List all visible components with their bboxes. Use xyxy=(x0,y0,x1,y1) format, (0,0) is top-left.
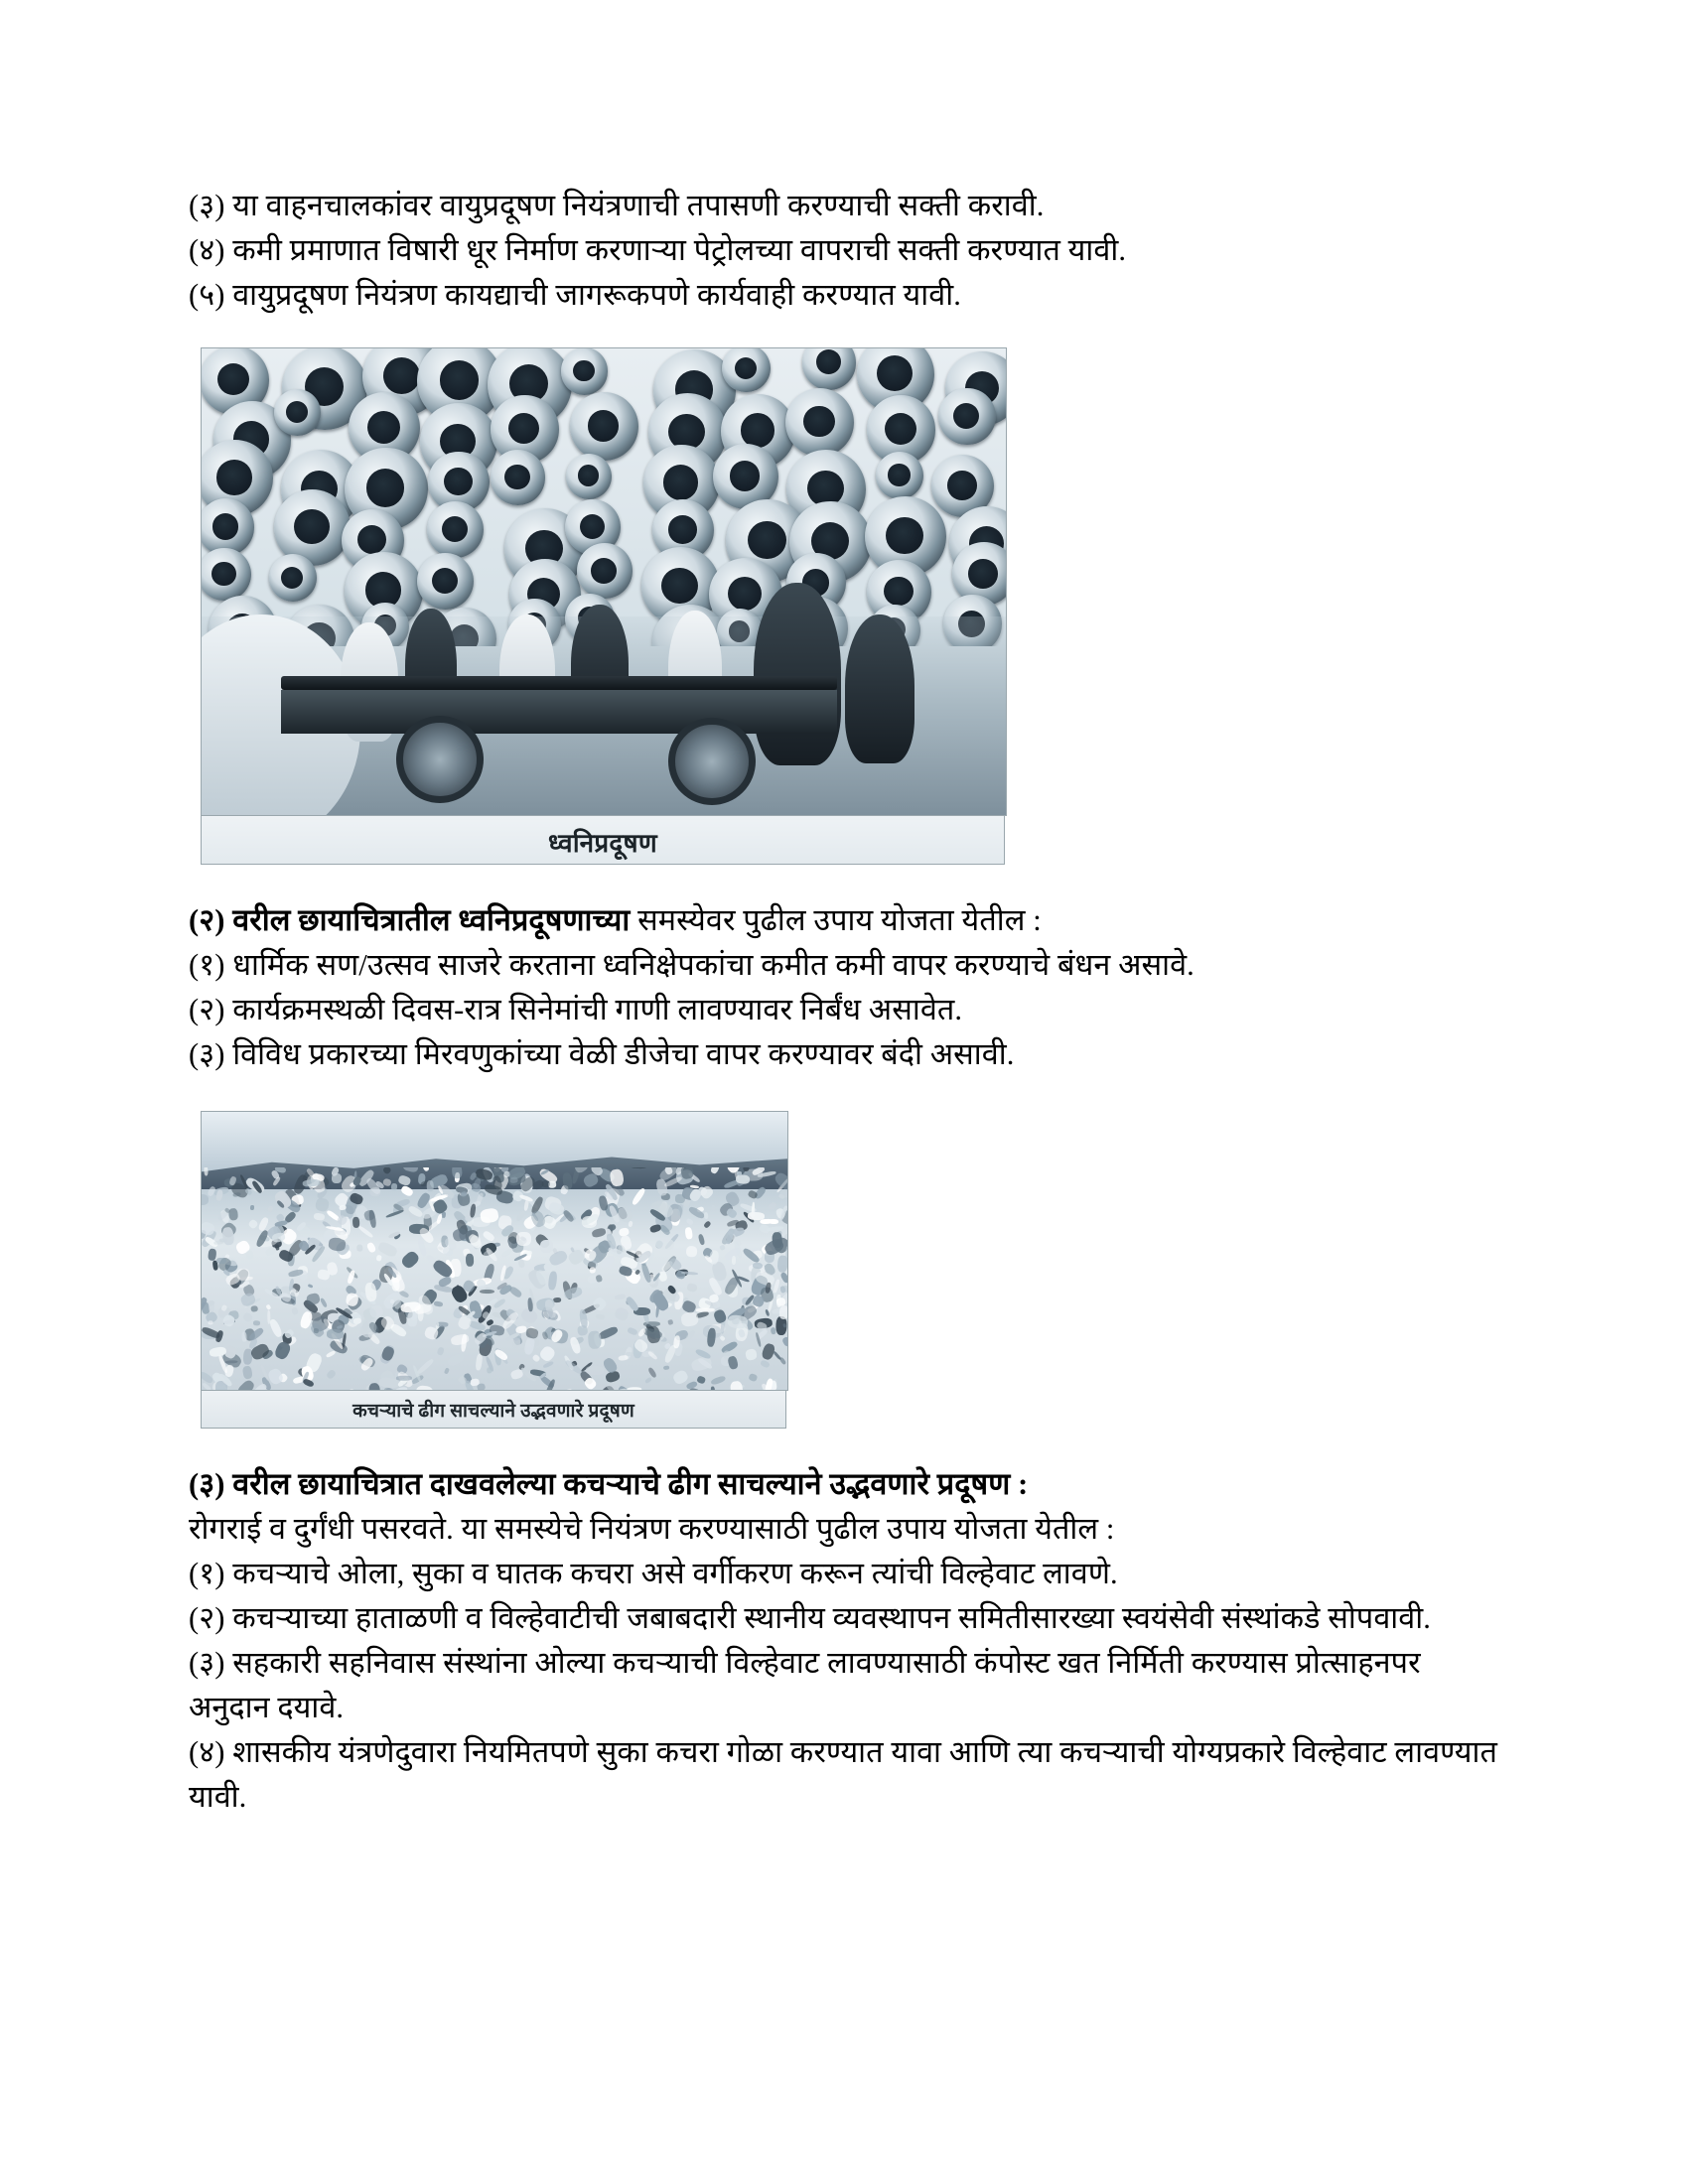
loudspeaker-horn-icon xyxy=(274,389,321,436)
debris-speck xyxy=(680,1311,699,1327)
debris-speck xyxy=(426,1181,433,1192)
debris-speck xyxy=(518,1260,525,1269)
cart-body xyxy=(281,690,837,734)
garbage-section-lead: रोगराई व दुर्गंधी पसरवते. या समस्येचे नियंत्रण करण्यासाठी पुढील उपाय योजता येतील : xyxy=(189,1512,1115,1546)
garbage-measure-item: (४) शासकीय यंत्रणेदुवारा नियमितपणे सुका कचरा गोळा करण्यात यावा आणि त्या कचऱ्याची योग्यप्रकारे विल्हेवाट लावण्यात यावी. xyxy=(189,1735,1497,1814)
debris-speck xyxy=(540,1240,553,1254)
debris-speck xyxy=(614,1306,631,1322)
debris-speck xyxy=(631,1186,645,1205)
debris-speck xyxy=(711,1375,727,1386)
person-figure xyxy=(754,583,841,765)
debris-speck xyxy=(444,1367,450,1374)
garbage-pollution-photo xyxy=(201,1111,788,1391)
air-measure-item: (४) कमी प्रमाणात विषारी धूर निर्माण करणाऱ्या पेट्रोलच्या वापराची सक्ती करण्यात यावी. xyxy=(189,233,1127,267)
debris-speck xyxy=(644,1377,652,1385)
debris-speck xyxy=(592,1227,608,1238)
debris-speck xyxy=(760,1359,771,1368)
debris-speck xyxy=(677,1204,682,1216)
debris-speck xyxy=(684,1227,692,1240)
debris-speck xyxy=(407,1311,417,1326)
debris-speck xyxy=(779,1305,787,1320)
debris-speck xyxy=(320,1297,328,1306)
debris-speck xyxy=(588,1330,602,1349)
debris-speck xyxy=(630,1167,647,1168)
person-figure xyxy=(845,614,914,763)
debris-speck xyxy=(391,1183,398,1191)
garbage-measure-item: (३) सहकारी सहनिवास संस्थांना ओल्या कचऱ्याची विल्हेवाट लावण्यासाठी कंपोस्ट खत निर्मिती करण्यास प्रोत्साहनपर अनुदान दयावे. xyxy=(189,1646,1421,1724)
noise-measure-item: (१) धार्मिक सण/उत्सव साजरे करताना ध्वनिक्षेपकांचा कमीत कमी वापर करण्याचे बंधन असावे. xyxy=(189,948,1195,982)
garbage-pollution-measures-block xyxy=(189,1462,1499,1820)
debris-speck xyxy=(671,1368,689,1386)
cart-wheel xyxy=(668,718,756,805)
loudspeaker-horn-icon xyxy=(938,388,996,446)
debris-speck xyxy=(356,1245,363,1252)
debris-speck xyxy=(748,1211,765,1220)
garbage-measure-item: (२) कचऱ्याच्या हाताळणी व विल्हेवाटीची जबाबदारी स्थानीय व्यवस्थापन समितीसारख्या स्वयंसेवी संस्थांकडे सोपवावी. xyxy=(189,1601,1431,1635)
debris-speck xyxy=(728,1355,740,1370)
noise-measure-item: (२) कार्यक्रमस्थळी दिवस-रात्र सिनेमांची गाणी लावण्यावर निर्बंध असावेत. xyxy=(189,993,963,1026)
debris-speck xyxy=(704,1211,709,1218)
loudspeaker-horn-icon xyxy=(802,348,856,390)
debris-speck xyxy=(480,1290,494,1294)
debris-speck xyxy=(686,1246,698,1258)
debris-speck xyxy=(250,1205,254,1210)
debris-speck xyxy=(537,1344,556,1363)
noise-pollution-photo xyxy=(201,347,1007,816)
noise-pollution-caption: ध्वनिप्रदूषण xyxy=(201,816,1005,865)
noise-pollution-measures-block xyxy=(189,898,1499,1077)
cart-wheel xyxy=(396,716,484,803)
debris-speck xyxy=(726,1207,738,1219)
debris-speck xyxy=(719,1244,726,1251)
debris-speck xyxy=(730,1380,744,1390)
debris-speck xyxy=(267,1309,270,1323)
debris-speck xyxy=(570,1247,575,1253)
debris-speck xyxy=(275,1219,288,1227)
debris-speck xyxy=(235,1378,255,1390)
debris-speck xyxy=(720,1335,726,1341)
garbage-measure-item: (१) कचऱ्याचे ओला, सुका व घातक कचरा असे वर्गीकरण करून त्यांची विल्हेवाट लावणे. xyxy=(189,1557,1118,1590)
debris-speck xyxy=(213,1241,224,1246)
garbage-heap xyxy=(202,1167,787,1390)
debris-speck xyxy=(245,1249,254,1260)
debris-speck xyxy=(437,1346,445,1355)
debris-speck xyxy=(697,1375,707,1384)
debris-speck xyxy=(711,1386,715,1390)
debris-speck xyxy=(487,1367,492,1373)
loudspeaker-horn-icon xyxy=(577,543,633,599)
debris-speck xyxy=(353,1318,362,1325)
debris-speck xyxy=(475,1353,483,1371)
debris-speck xyxy=(400,1184,414,1197)
debris-speck xyxy=(347,1388,360,1390)
loudspeaker-horn-icon xyxy=(491,450,545,504)
loudspeaker-horn-icon xyxy=(427,501,484,558)
debris-speck xyxy=(725,1228,735,1245)
debris-speck xyxy=(685,1217,694,1225)
debris-speck xyxy=(381,1167,391,1175)
debris-speck xyxy=(376,1254,382,1261)
debris-speck xyxy=(447,1351,466,1367)
debris-speck xyxy=(250,1305,258,1312)
debris-speck xyxy=(208,1320,212,1324)
debris-speck xyxy=(709,1167,719,1174)
debris-speck xyxy=(778,1357,786,1366)
debris-speck xyxy=(780,1271,787,1284)
debris-speck xyxy=(264,1246,277,1257)
debris-speck xyxy=(252,1320,260,1325)
debris-speck xyxy=(216,1258,226,1264)
debris-speck xyxy=(325,1368,337,1380)
debris-speck xyxy=(257,1216,269,1231)
debris-speck xyxy=(769,1167,785,1168)
loudspeaker-horn-icon xyxy=(722,348,771,392)
air-measure-item: (५) वायुप्रदूषण नियंत्रण कायद्याची जागरूकपणे कार्यवाही करण्यात यावी. xyxy=(189,278,961,312)
loudspeaker-array xyxy=(202,348,1006,646)
debris-speck xyxy=(415,1385,434,1390)
debris-speck xyxy=(332,1173,342,1184)
debris-speck xyxy=(650,1224,662,1234)
debris-speck xyxy=(658,1271,668,1282)
debris-speck xyxy=(592,1297,609,1313)
debris-speck xyxy=(400,1249,421,1270)
debris-speck xyxy=(572,1389,587,1390)
page-content xyxy=(189,184,1499,1820)
debris-speck xyxy=(698,1233,706,1245)
loudspeaker-horn-icon xyxy=(876,452,923,499)
air-measure-item: (३) या वाहनचालकांवर वायुप्रदूषण नियंत्रणाची तपासणी करण्याची सक्ती करावी. xyxy=(189,189,1045,222)
debris-speck xyxy=(325,1350,336,1358)
debris-speck xyxy=(586,1366,604,1376)
debris-speck xyxy=(663,1366,669,1371)
debris-speck xyxy=(208,1248,216,1261)
debris-speck xyxy=(732,1255,737,1264)
debris-speck xyxy=(589,1267,595,1274)
debris-speck xyxy=(713,1308,728,1324)
garbage-section-heading xyxy=(189,1462,1499,1507)
loudspeaker-horn-icon xyxy=(202,498,254,556)
debris-speck xyxy=(628,1220,633,1227)
debris-speck xyxy=(202,1194,209,1206)
debris-speck xyxy=(291,1307,299,1316)
debris-speck xyxy=(247,1218,258,1229)
debris-speck xyxy=(736,1173,750,1183)
debris-speck xyxy=(228,1208,238,1221)
noise-heading-keyword: ध्वनिप्रदूषणाच्या xyxy=(458,903,631,937)
loudspeaker-horn-icon xyxy=(566,454,612,499)
debris-speck xyxy=(686,1283,697,1293)
debris-speck xyxy=(598,1326,619,1341)
debris-speck xyxy=(547,1271,557,1291)
debris-speck xyxy=(204,1167,209,1176)
loudspeaker-horn-icon xyxy=(561,348,608,395)
debris-speck xyxy=(565,1388,572,1390)
debris-speck xyxy=(596,1314,605,1320)
noise-measure-item: (३) विविध प्रकारच्या मिरवणुकांच्या वेळी डीजेचा वापर करण्यावर बंदी असावी. xyxy=(189,1037,1015,1071)
debris-speck xyxy=(643,1326,663,1338)
debris-speck xyxy=(525,1327,538,1339)
garbage-heading-prefix: (३) वरील छायाचित्रात दाखवलेल्या xyxy=(189,1467,564,1501)
debris-speck xyxy=(306,1293,321,1305)
debris-speck xyxy=(242,1366,253,1380)
debris-speck xyxy=(437,1213,443,1223)
debris-speck xyxy=(542,1360,554,1368)
debris-speck xyxy=(711,1205,716,1212)
debris-speck xyxy=(501,1248,514,1259)
debris-speck xyxy=(327,1328,344,1339)
debris-speck xyxy=(627,1387,641,1390)
debris-speck xyxy=(667,1318,673,1325)
debris-speck xyxy=(450,1334,470,1347)
loudspeaker-horn-icon xyxy=(785,388,854,457)
loudspeaker-horn-icon xyxy=(570,392,638,461)
debris-speck xyxy=(466,1254,475,1267)
debris-speck xyxy=(779,1286,785,1294)
debris-speck xyxy=(614,1294,626,1300)
debris-speck xyxy=(516,1232,531,1246)
debris-speck xyxy=(434,1301,443,1307)
debris-speck xyxy=(696,1308,715,1312)
debris-speck xyxy=(779,1189,787,1198)
debris-speck xyxy=(523,1335,536,1355)
sky-band xyxy=(202,1112,787,1169)
debris-speck xyxy=(267,1206,274,1213)
cart-platform xyxy=(281,676,837,690)
garbage-pollution-figure xyxy=(201,1111,786,1429)
debris-speck xyxy=(703,1220,711,1228)
debris-speck xyxy=(627,1326,637,1335)
noise-section-heading xyxy=(189,898,1499,943)
loudspeaker-horn-icon xyxy=(269,554,317,602)
debris-speck xyxy=(654,1178,668,1197)
debris-speck xyxy=(786,1246,787,1259)
debris-speck xyxy=(417,1358,435,1375)
debris-speck xyxy=(307,1284,313,1289)
debris-speck xyxy=(302,1378,315,1389)
debris-speck xyxy=(769,1219,779,1225)
air-pollution-measures-block xyxy=(189,184,1499,318)
debris-speck xyxy=(553,1297,561,1302)
noise-heading-suffix: समस्येवर पुढील उपाय योजता येतील : xyxy=(630,903,1042,937)
debris-speck xyxy=(402,1167,418,1173)
debris-speck xyxy=(596,1274,603,1282)
noise-heading-prefix: (२) वरील छायाचित्रातील xyxy=(189,903,459,937)
debris-speck xyxy=(654,1237,675,1252)
debris-speck xyxy=(483,1230,496,1242)
debris-speck xyxy=(610,1168,625,1187)
debris-speck xyxy=(480,1208,499,1224)
debris-speck xyxy=(215,1190,223,1201)
noise-pollution-figure xyxy=(201,347,1005,865)
debris-speck xyxy=(547,1200,565,1215)
debris-speck xyxy=(397,1174,411,1186)
loudspeaker-horn-icon xyxy=(417,553,474,610)
garbage-heading-keyword: कचऱ्याचे ढीग साचल्याने उद्भवणारे प्रदूषण : xyxy=(563,1467,1029,1501)
debris-speck xyxy=(451,1167,463,1179)
debris-speck xyxy=(745,1348,758,1361)
garbage-pollution-caption: कचऱ्याचे ढीग साचल्याने उद्भवणारे प्रदूषण xyxy=(201,1391,786,1429)
loudspeaker-horn-icon xyxy=(202,548,251,601)
debris-speck xyxy=(366,1241,377,1253)
debris-speck xyxy=(422,1167,430,1172)
debris-speck xyxy=(748,1373,757,1382)
